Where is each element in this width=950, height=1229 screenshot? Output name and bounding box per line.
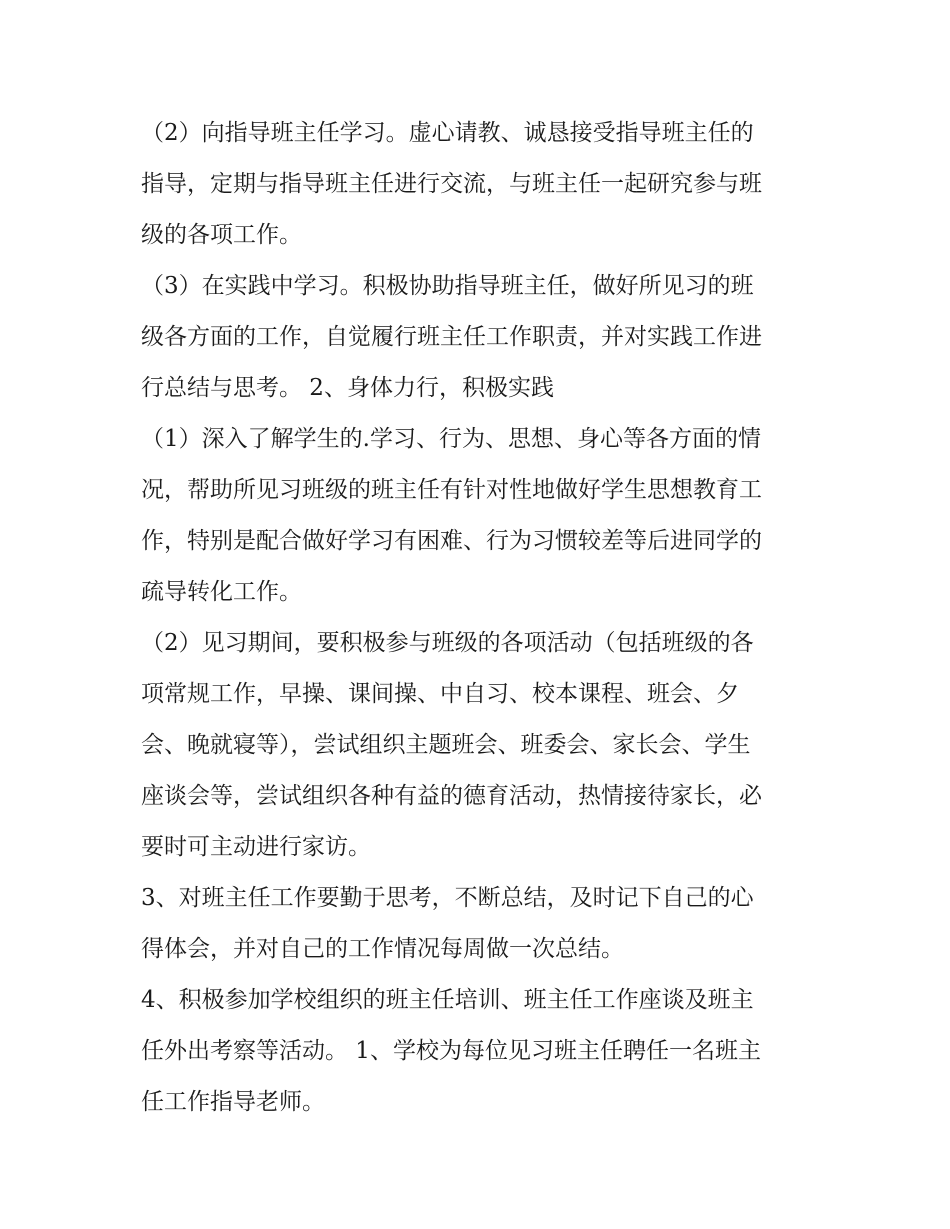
text-line: 得体会，并对自己的工作情况每周做一次总结。 [141, 936, 624, 962]
paragraph-learn-from-mentor [141, 108, 821, 261]
text-line: 作，特别是配合做好学习有困难、行为习惯较差等后进同学的 [141, 528, 762, 554]
text-line: 行总结与思考。 2、身体力行，积极实践 [141, 375, 554, 401]
text-line: 要时可主动进行家访。 [141, 834, 371, 860]
text-line: 况，帮助所见习班级的班主任有针对性地做好学生思想教育工 [141, 477, 762, 503]
text-line: 级的各项工作。 [141, 222, 302, 248]
text-line: 级各方面的工作，自觉履行班主任工作职责，并对实践工作进 [141, 324, 762, 350]
paragraph-understand-students [141, 414, 821, 618]
text-line: 任外出考察等活动。 1、学校为每位见习班主任聘任一名班主 [141, 1038, 761, 1064]
paragraph-class-activities [141, 618, 821, 873]
text-line: 4、积极参加学校组织的班主任培训、班主任工作座谈及班主 [141, 987, 754, 1013]
text-line: 3、对班主任工作要勤于思考，不断总结，及时记下自己的心 [141, 885, 754, 911]
text-line: 指导，定期与指导班主任进行交流，与班主任一起研究参与班 [141, 171, 762, 197]
text-line: （2）见习期间，要积极参与班级的各项活动（包括班级的各 [141, 630, 754, 656]
text-line: （2）向指导班主任学习。虚心请教、诚恳接受指导班主任的 [141, 120, 754, 146]
text-line: 任工作指导老师。 [141, 1089, 325, 1115]
text-line: （3）在实践中学习。积极协助指导班主任，做好所见习的班 [141, 273, 754, 299]
text-line: 会、晚就寝等），尝试组织主题班会、班委会、家长会、学生 [141, 732, 751, 758]
document-body [141, 108, 821, 1128]
text-line: 座谈会等，尝试组织各种有益的德育活动，热情接待家长，必 [141, 783, 762, 809]
text-line: 疏导转化工作。 [141, 579, 302, 605]
text-line: （1）深入了解学生的.学习、行为、思想、身心等各方面的情 [141, 426, 761, 452]
paragraph-reflect-and-summarize [141, 873, 821, 975]
text-line: 项常规工作，早操、课间操、中自习、校本课程、班会、夕 [141, 681, 739, 707]
paragraph-learn-in-practice [141, 261, 821, 414]
paragraph-training-and-mentor [141, 975, 821, 1128]
